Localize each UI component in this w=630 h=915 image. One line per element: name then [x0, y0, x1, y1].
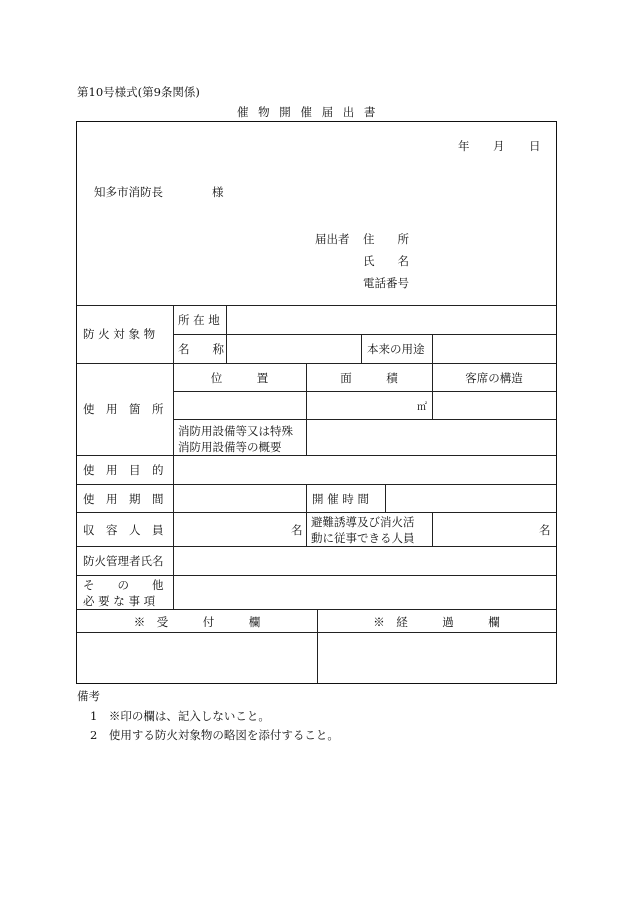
area-header: 面 積 [340, 371, 398, 385]
form-frame [76, 121, 557, 684]
evacuation-unit: 名 [539, 523, 551, 537]
notes-heading: 備考 [77, 689, 100, 703]
addressee-chief: 知多市消防長 [94, 185, 163, 199]
note-item-2: 2 使用する防火対象物の略図を添付すること。 [90, 728, 339, 742]
evacuation-label-1: 避難誘導及び消火活 [311, 515, 415, 529]
original-use-label: 本来の用途 [367, 342, 425, 356]
evacuation-label-2: 動に従事できる人員 [311, 531, 415, 545]
position-header: 位 置 [210, 371, 269, 385]
manager-label: 防火管理者氏名 [83, 554, 164, 568]
notifier-phone-label: 電話番号 [363, 276, 409, 290]
purpose-label: 使 用 目 的 [83, 463, 164, 477]
note-item-1: 1 ※印の欄は、記入しないこと。 [90, 709, 270, 723]
notifier-label: 届出者 [315, 232, 350, 246]
other-label-2: 必 要 な 事 項 [83, 594, 156, 608]
form-title: 催 物 開 催 届 出 書 [237, 105, 379, 119]
progress-header: ※ 経 過 欄 [373, 615, 500, 629]
capacity-unit: 名 [291, 523, 303, 537]
date-month: 月 [493, 139, 505, 153]
other-label-1: そ の 他 [83, 578, 164, 592]
area-unit: ㎡ [417, 402, 427, 413]
location-label: 所 在 地 [178, 313, 220, 327]
notifier-address-label: 住 所 [363, 232, 409, 246]
date-day: 日 [529, 139, 541, 153]
seating-header: 客席の構造 [465, 371, 523, 385]
form-number: 第10号様式(第9条関係) [77, 85, 200, 99]
reception-header: ※ 受 付 欄 [133, 615, 261, 629]
notifier-name-label: 氏 名 [363, 254, 409, 268]
equipment-label-1: 消防用設備等又は特殊 [178, 424, 293, 438]
use-place-label: 使 用 箇 所 [83, 402, 164, 416]
period-label: 使 用 期 間 [83, 492, 164, 506]
equipment-label-2: 消防用設備等の概要 [178, 440, 282, 454]
event-time-label: 開 催 時 間 [312, 492, 369, 506]
capacity-label: 収 容 人 員 [83, 523, 164, 537]
target-label: 防 火 対 象 物 [83, 327, 156, 341]
date-year: 年 [458, 139, 470, 153]
addressee-honorific: 様 [212, 185, 224, 199]
name-label: 名 称 [178, 342, 224, 356]
